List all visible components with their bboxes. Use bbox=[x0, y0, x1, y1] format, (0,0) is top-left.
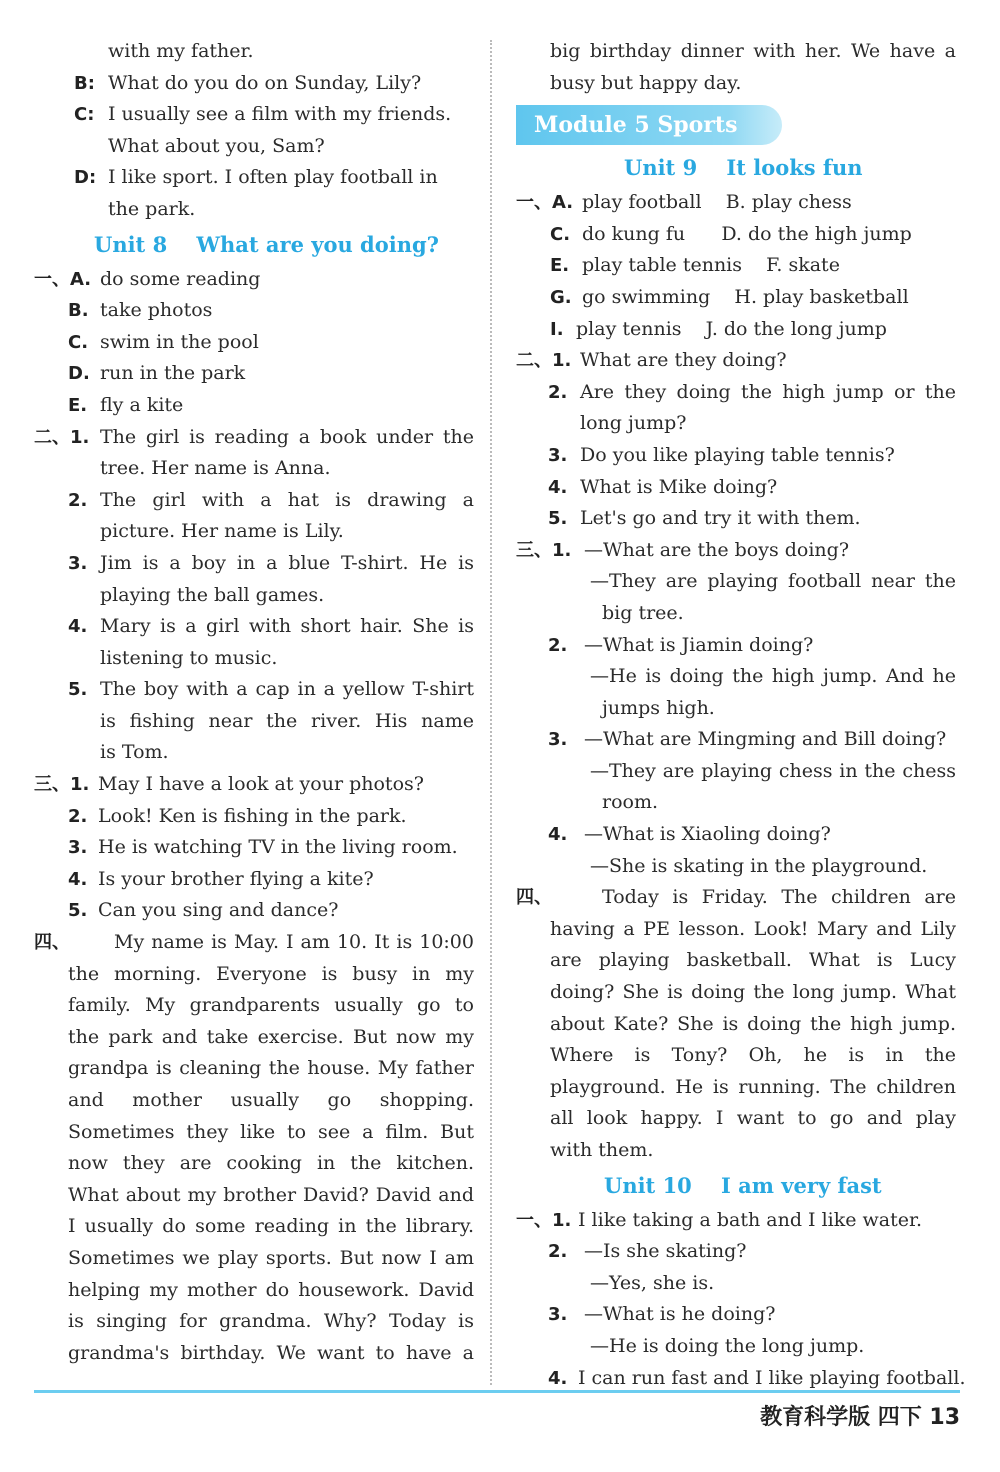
item-marker: 4. bbox=[68, 868, 88, 890]
line-text: do kung fu D. do the high jump bbox=[582, 222, 912, 245]
line-text: playing the ball games. bbox=[100, 583, 325, 606]
item-marker: 2. bbox=[68, 489, 88, 511]
text-line bbox=[516, 1299, 956, 1331]
item-marker: 3. bbox=[548, 729, 568, 751]
text-line bbox=[516, 693, 956, 725]
text-line bbox=[516, 440, 956, 472]
line-text: helping my mother do housework. David bbox=[68, 1278, 474, 1301]
text-line bbox=[34, 264, 474, 296]
line-text: Where is Tony? Oh, he is in the bbox=[550, 1044, 956, 1067]
line-text: I can run fast and I like playing football. bbox=[578, 1366, 966, 1389]
text-line bbox=[516, 882, 956, 914]
line-text: —He is doing the long jump. bbox=[590, 1334, 865, 1357]
item-marker: E. bbox=[550, 255, 570, 277]
item-marker: 5. bbox=[548, 508, 568, 530]
item-marker: 5. bbox=[68, 679, 88, 701]
text-line bbox=[516, 851, 956, 883]
item-marker: 三、1. bbox=[516, 539, 572, 561]
text-line bbox=[516, 1205, 956, 1237]
line-text: —What are the boys doing? bbox=[584, 538, 850, 561]
text-line bbox=[516, 630, 956, 662]
text-line bbox=[516, 1009, 956, 1041]
text-line bbox=[34, 737, 474, 769]
line-text: What about my brother David? David and bbox=[68, 1183, 474, 1206]
line-text: Today is Friday. The children are bbox=[602, 886, 956, 909]
text-line bbox=[516, 1268, 956, 1300]
line-text: now they are cooking in the kitchen. bbox=[68, 1152, 474, 1175]
line-text: The girl with a hat is drawing a bbox=[100, 488, 474, 511]
item-marker: 4. bbox=[548, 476, 568, 498]
text-line bbox=[34, 864, 474, 896]
line-text: about Kate? She is doing the high jump. bbox=[550, 1012, 956, 1035]
line-text: having a PE lesson. Look! Mary and Lily bbox=[550, 917, 956, 940]
text-line bbox=[34, 1211, 474, 1243]
line-text: big birthday dinner with her. We have a bbox=[550, 40, 956, 62]
item-marker: C. bbox=[550, 223, 571, 245]
line-text: Jim is a boy in a blue T-shirt. He is bbox=[100, 551, 474, 574]
text-line bbox=[34, 1338, 474, 1370]
line-text: is Tom. bbox=[100, 741, 169, 764]
text-line bbox=[516, 1072, 956, 1104]
footer-page-label: 教育科学版 四下 13 bbox=[760, 1405, 960, 1430]
text-line bbox=[34, 1243, 474, 1275]
text-line bbox=[34, 895, 474, 927]
line-text: play table tennis F. skate bbox=[582, 254, 840, 277]
line-text: the morning. Everyone is busy in my bbox=[68, 962, 474, 985]
text-line bbox=[34, 1053, 474, 1085]
text-line bbox=[516, 314, 956, 346]
left-column bbox=[34, 36, 474, 1369]
line-text: are playing basketball. What is Lucy bbox=[550, 949, 956, 972]
item-marker: 5. bbox=[68, 900, 88, 922]
text-line bbox=[34, 358, 474, 390]
line-text: tree. Her name is Anna. bbox=[100, 457, 331, 480]
text-line bbox=[516, 566, 956, 598]
line-text: listening to music. bbox=[100, 646, 278, 669]
item-marker: I. bbox=[550, 318, 564, 340]
text-line bbox=[34, 674, 474, 706]
line-text: —They are playing football near the bbox=[590, 570, 956, 593]
item-marker: 4. bbox=[68, 616, 88, 638]
column-divider bbox=[490, 40, 492, 1385]
text-line bbox=[34, 801, 474, 833]
text-line bbox=[34, 643, 474, 675]
line-text: go swimming H. play basketball bbox=[582, 285, 909, 308]
item-marker: 3. bbox=[68, 552, 88, 574]
text-line bbox=[516, 219, 956, 251]
text-line bbox=[34, 422, 474, 454]
text-line bbox=[34, 990, 474, 1022]
item-marker: 4. bbox=[548, 1367, 568, 1389]
item-marker: 一、A. bbox=[516, 192, 574, 214]
text-line bbox=[516, 1103, 956, 1135]
text-line bbox=[34, 706, 474, 738]
item-marker: 一、1. bbox=[516, 1209, 572, 1231]
text-line bbox=[516, 472, 956, 504]
text-line bbox=[34, 1180, 474, 1212]
item-marker: D. bbox=[68, 363, 90, 385]
text-line bbox=[34, 327, 474, 359]
line-text: Let's go and try it with them. bbox=[580, 507, 861, 530]
text-line bbox=[34, 769, 474, 801]
text-line bbox=[34, 832, 474, 864]
text-line bbox=[516, 756, 956, 788]
text-line bbox=[34, 580, 474, 612]
item-marker: 3. bbox=[548, 444, 568, 466]
line-text: The boy with a cap in a yellow T-shirt bbox=[100, 678, 474, 701]
line-text: Do you like playing table tennis? bbox=[580, 443, 895, 466]
line-text: with them. bbox=[550, 1139, 654, 1161]
line-text: Is your brother flying a kite? bbox=[98, 867, 374, 890]
item-marker: B. bbox=[68, 300, 89, 322]
line-text: the park and take exercise. But now my bbox=[68, 1025, 474, 1048]
text-line bbox=[516, 945, 956, 977]
text-line bbox=[34, 1306, 474, 1338]
text-line bbox=[516, 598, 956, 630]
text-line bbox=[516, 503, 956, 535]
item-marker: E. bbox=[68, 394, 88, 416]
line-text: —What are Mingming and Bill doing? bbox=[584, 728, 947, 751]
line-text: Mary is a girl with short hair. She is bbox=[100, 615, 474, 638]
line-text: —She is skating in the playground. bbox=[590, 854, 928, 877]
text-line bbox=[516, 187, 956, 219]
line-text: Are they doing the high jump or the bbox=[580, 380, 956, 403]
item-marker: 四、 bbox=[516, 887, 552, 909]
line-text: do some reading bbox=[100, 267, 261, 290]
text-line bbox=[516, 914, 956, 946]
text-line bbox=[34, 1148, 474, 1180]
item-marker: 2. bbox=[548, 634, 568, 656]
text-line bbox=[34, 68, 474, 100]
item-marker: 二、1. bbox=[34, 426, 90, 448]
text-line bbox=[34, 99, 474, 131]
line-text: —They are playing chess in the chess bbox=[590, 759, 956, 782]
line-text: long jump? bbox=[580, 412, 687, 435]
text-line bbox=[34, 390, 474, 422]
line-text: and mother usually go shopping. bbox=[68, 1089, 474, 1111]
text-line bbox=[34, 927, 474, 959]
item-marker: B: bbox=[74, 72, 95, 94]
item-marker: 一、A. bbox=[34, 268, 92, 290]
text-line bbox=[516, 1236, 956, 1268]
unit-heading: Unit 10 I am very fast bbox=[604, 1172, 882, 1198]
line-text: What do you do on Sunday, Lily? bbox=[108, 71, 422, 94]
text-line bbox=[516, 408, 956, 440]
unit-heading: Unit 8 What are you doing? bbox=[94, 231, 439, 257]
line-text: —What is Xiaoling doing? bbox=[584, 823, 831, 846]
item-marker: 3. bbox=[68, 837, 88, 859]
line-text: —What is Jiamin doing? bbox=[584, 633, 814, 656]
text-line bbox=[516, 1040, 956, 1072]
text-line bbox=[34, 162, 474, 194]
text-line bbox=[34, 611, 474, 643]
text-line bbox=[516, 535, 956, 567]
text-line bbox=[34, 36, 474, 68]
right-column bbox=[516, 36, 966, 1394]
text-line bbox=[516, 68, 956, 100]
text-line bbox=[34, 548, 474, 580]
text-line bbox=[516, 977, 956, 1009]
line-text: The girl is reading a book under the bbox=[100, 425, 474, 448]
item-marker: 2. bbox=[548, 381, 568, 403]
text-line bbox=[34, 295, 474, 327]
text-line bbox=[516, 377, 956, 409]
text-line bbox=[516, 250, 956, 282]
item-marker: 4. bbox=[548, 824, 568, 846]
item-marker: 2. bbox=[68, 805, 88, 827]
text-line bbox=[34, 485, 474, 517]
line-text: Look! Ken is fishing in the park. bbox=[98, 804, 407, 827]
item-marker: D: bbox=[74, 167, 97, 189]
line-text: Sometimes they like to see a film. But bbox=[68, 1120, 474, 1143]
line-text: grandma's birthday. We want to have a bbox=[68, 1341, 474, 1364]
line-text: doing? She is doing the long jump. What bbox=[550, 981, 956, 1004]
line-text: fly a kite bbox=[100, 393, 184, 416]
line-text: jumps high. bbox=[602, 696, 715, 719]
line-text: play tennis J. do the long jump bbox=[576, 317, 887, 340]
line-text: all look happy. I want to go and play bbox=[550, 1107, 956, 1130]
line-text: What about you, Sam? bbox=[108, 134, 325, 157]
line-text: I usually do some reading in the library. bbox=[68, 1215, 474, 1238]
text-line bbox=[516, 345, 956, 377]
line-text: What are they doing? bbox=[580, 349, 787, 372]
line-text: —What is he doing? bbox=[584, 1303, 776, 1326]
text-line bbox=[516, 787, 956, 819]
module-banner: Module 5 Sports bbox=[516, 105, 782, 145]
text-line bbox=[34, 516, 474, 548]
text-line bbox=[34, 1117, 474, 1149]
item-marker: 二、1. bbox=[516, 350, 572, 372]
text-line bbox=[516, 282, 956, 314]
line-text: —Is she skating? bbox=[584, 1240, 747, 1263]
text-line bbox=[34, 1022, 474, 1054]
text-line bbox=[34, 453, 474, 485]
line-text: I like sport. I often play football in bbox=[108, 166, 438, 189]
item-marker: C: bbox=[74, 104, 95, 126]
text-line bbox=[34, 194, 474, 226]
text-line bbox=[516, 819, 956, 851]
line-text: What is Mike doing? bbox=[580, 475, 778, 498]
line-text: He is watching TV in the living room. bbox=[98, 836, 458, 859]
unit-heading: Unit 9 It looks fun bbox=[624, 155, 863, 181]
line-text: take photos bbox=[100, 299, 213, 322]
line-text: big tree. bbox=[602, 601, 684, 624]
text-line bbox=[34, 131, 474, 163]
line-text: Can you sing and dance? bbox=[98, 899, 339, 922]
text-line bbox=[516, 36, 956, 68]
line-text: with my father. bbox=[108, 40, 254, 62]
line-text: is fishing near the river. His name bbox=[100, 709, 474, 732]
line-text: play football B. play chess bbox=[582, 191, 852, 214]
line-text: I like taking a bath and I like water. bbox=[578, 1208, 923, 1231]
line-text: busy but happy day. bbox=[550, 71, 742, 94]
line-text: is singing for grandma. Why? Today is bbox=[68, 1310, 474, 1333]
line-text: picture. Her name is Lily. bbox=[100, 520, 344, 543]
line-text: Sometimes we play sports. But now I am bbox=[68, 1246, 474, 1269]
line-text: playground. He is running. The children bbox=[550, 1075, 956, 1098]
text-line bbox=[516, 661, 956, 693]
line-text: I usually see a film with my friends. bbox=[108, 103, 452, 126]
item-marker: 四、 bbox=[34, 932, 70, 954]
line-text: grandpa is cleaning the house. My father bbox=[68, 1057, 474, 1080]
text-line bbox=[516, 724, 956, 756]
text-line bbox=[516, 1331, 956, 1363]
line-text: the park. bbox=[108, 197, 196, 220]
item-marker: G. bbox=[550, 286, 572, 308]
text-line bbox=[34, 1085, 474, 1117]
line-text: —He is doing the high jump. And he bbox=[590, 665, 956, 688]
text-line bbox=[34, 1275, 474, 1307]
item-marker: C. bbox=[68, 331, 89, 353]
item-marker: 3. bbox=[548, 1304, 568, 1326]
line-text: May I have a look at your photos? bbox=[98, 773, 424, 796]
line-text: family. My grandparents usually go to bbox=[68, 994, 474, 1017]
line-text: My name is May. I am 10. It is 10:00 bbox=[114, 931, 474, 954]
footer-rule bbox=[34, 1390, 960, 1393]
item-marker: 三、1. bbox=[34, 774, 90, 796]
text-line bbox=[516, 1135, 956, 1167]
text-line bbox=[34, 959, 474, 991]
line-text: —Yes, she is. bbox=[590, 1271, 715, 1294]
item-marker: 2. bbox=[548, 1241, 568, 1263]
line-text: room. bbox=[602, 791, 659, 814]
line-text: run in the park bbox=[100, 362, 246, 385]
line-text: swim in the pool bbox=[100, 330, 259, 353]
